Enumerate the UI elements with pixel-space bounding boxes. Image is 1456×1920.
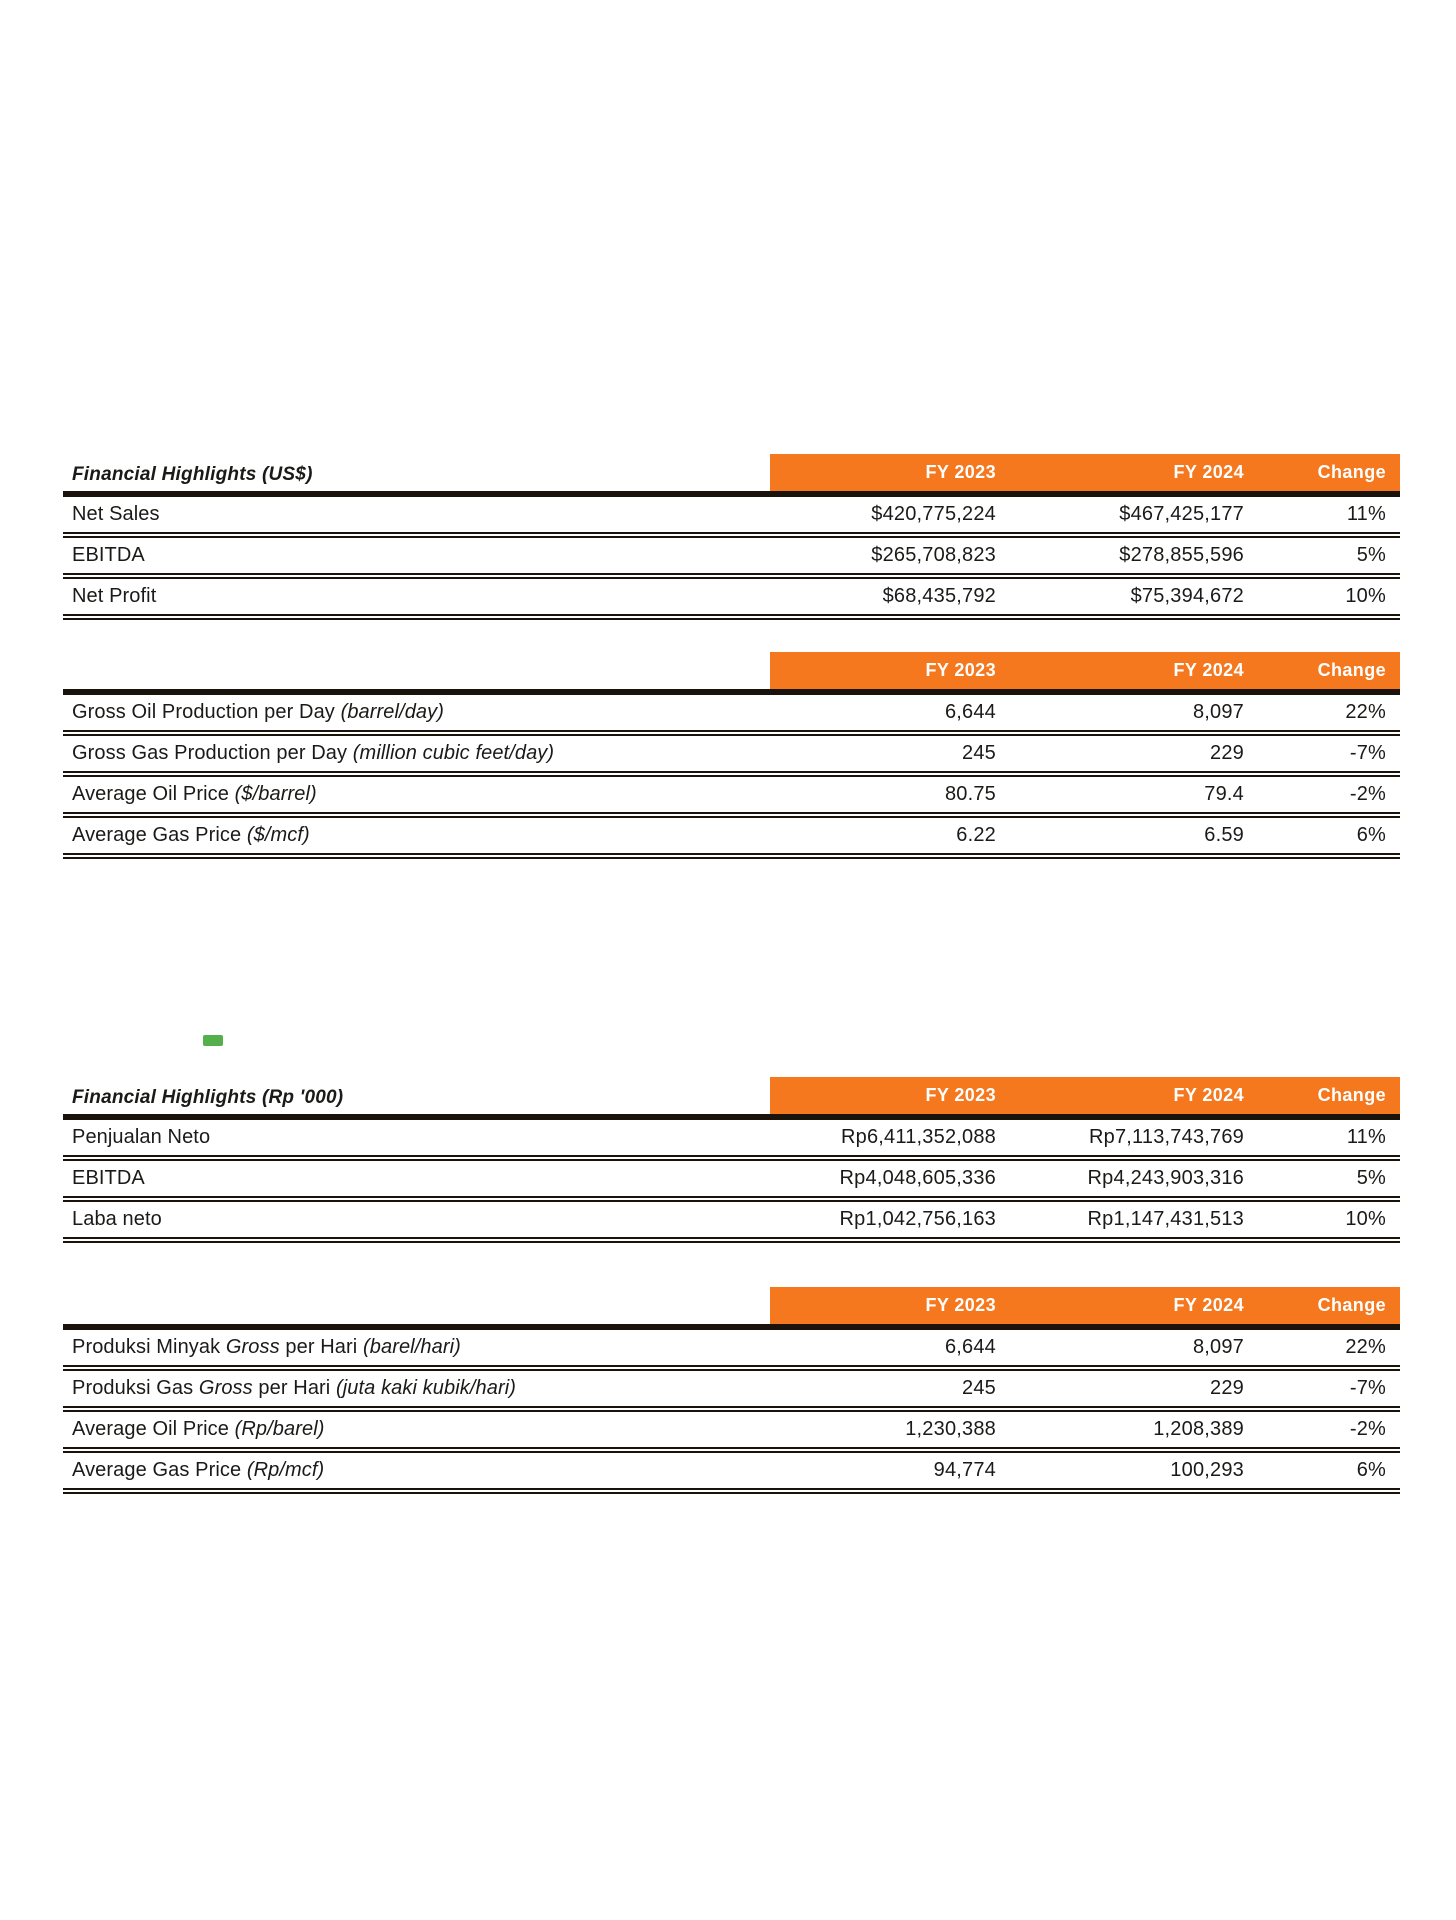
value-cell-change: 11% bbox=[1346, 1126, 1386, 1148]
table-row bbox=[63, 1120, 1400, 1161]
value-cell-fy2024: Rp1,147,431,513 bbox=[1087, 1208, 1244, 1230]
row-label-segment: per Hari bbox=[279, 1336, 363, 1358]
row-label bbox=[63, 1208, 770, 1231]
usd-operational-metrics-table bbox=[63, 652, 1400, 859]
column-header-change: Change bbox=[1258, 652, 1400, 689]
value-cell-fy2024: $75,394,672 bbox=[1130, 585, 1244, 607]
row-label-segment: EBITDA bbox=[72, 544, 145, 566]
row-label-segment: Net Sales bbox=[72, 503, 160, 525]
value-cell-fy2023: $68,435,792 bbox=[882, 585, 996, 607]
row-label bbox=[63, 824, 770, 847]
value-cell-change: -7% bbox=[1349, 1377, 1386, 1399]
table-title bbox=[63, 652, 770, 689]
row-label-segment: Average Oil Price bbox=[72, 783, 235, 805]
row-label-segment: Average Gas Price bbox=[72, 824, 247, 846]
value-cell-fy2023: 6,644 bbox=[944, 1336, 996, 1358]
row-label-segment: Penjualan Neto bbox=[72, 1126, 211, 1148]
value-cell-fy2024: 1,208,389 bbox=[1153, 1418, 1244, 1440]
value-cell-change: 11% bbox=[1346, 503, 1386, 525]
value-cell-change: -7% bbox=[1349, 742, 1386, 764]
value-cell-change: 5% bbox=[1356, 1167, 1386, 1189]
table-header bbox=[63, 1287, 1400, 1330]
value-cell-change: 6% bbox=[1356, 1459, 1386, 1481]
row-label-segment: Laba neto bbox=[72, 1208, 162, 1230]
row-label bbox=[63, 1418, 770, 1441]
column-header-fy2024: FY 2024 bbox=[1010, 1077, 1258, 1114]
value-cell-fy2023: Rp4,048,605,336 bbox=[839, 1167, 996, 1189]
table-row bbox=[63, 736, 1400, 777]
row-label bbox=[63, 1167, 770, 1190]
row-label bbox=[63, 1459, 770, 1482]
column-header-fy2023: FY 2023 bbox=[770, 1077, 1010, 1114]
column-header-fy2023: FY 2023 bbox=[770, 652, 1010, 689]
row-label-segment: (barrel/day) bbox=[340, 701, 445, 723]
value-cell-fy2023: $265,708,823 bbox=[871, 544, 996, 566]
usd-financial-highlights-table bbox=[63, 454, 1400, 620]
value-cell-fy2023: 6.22 bbox=[956, 824, 996, 846]
table-body bbox=[63, 1120, 1400, 1243]
value-cell-fy2024: 6.59 bbox=[1204, 824, 1244, 846]
row-label bbox=[63, 503, 770, 526]
value-cell-change: 22% bbox=[1345, 1336, 1386, 1358]
table-body bbox=[63, 1330, 1400, 1494]
row-label-segment: Average Oil Price bbox=[72, 1418, 235, 1440]
table-row bbox=[63, 497, 1400, 538]
table-row bbox=[63, 1202, 1400, 1243]
table-title: Financial Highlights (US$) bbox=[72, 464, 313, 485]
table-row bbox=[63, 1330, 1400, 1371]
value-cell-fy2023: 245 bbox=[962, 742, 996, 764]
row-label bbox=[63, 544, 770, 567]
row-label-segment: per Hari bbox=[252, 1377, 336, 1399]
column-header-fy2023: FY 2023 bbox=[770, 1287, 1010, 1324]
row-label-segment: (million cubic feet/day) bbox=[352, 742, 555, 764]
value-cell-fy2024: $467,425,177 bbox=[1119, 503, 1244, 525]
idr-operational-metrics-table bbox=[63, 1287, 1400, 1494]
column-header-fy2024: FY 2024 bbox=[1010, 1287, 1258, 1324]
value-cell-fy2024: $278,855,596 bbox=[1119, 544, 1244, 566]
row-label bbox=[63, 783, 770, 806]
row-label-segment: EBITDA bbox=[72, 1167, 145, 1189]
column-header-fy2023: FY 2023 bbox=[770, 454, 1010, 491]
row-label-segment: (Rp/barel) bbox=[234, 1418, 325, 1440]
column-header-change: Change bbox=[1258, 1077, 1400, 1114]
table-row bbox=[63, 538, 1400, 579]
row-label-segment: ($/barrel) bbox=[234, 783, 317, 805]
value-cell-fy2024: Rp7,113,743,769 bbox=[1089, 1126, 1244, 1148]
value-cell-change: -2% bbox=[1349, 1418, 1386, 1440]
idr-financial-highlights-table bbox=[63, 1077, 1400, 1243]
value-cell-change: 10% bbox=[1345, 585, 1386, 607]
row-label-segment: Gross bbox=[225, 1336, 280, 1358]
value-cell-fy2023: 6,644 bbox=[944, 701, 996, 723]
value-cell-fy2023: 245 bbox=[962, 1377, 996, 1399]
table-row bbox=[63, 1412, 1400, 1453]
row-label-segment: Average Gas Price bbox=[72, 1459, 247, 1481]
value-cell-change: 22% bbox=[1345, 701, 1386, 723]
value-cell-fy2024: 8,097 bbox=[1192, 1336, 1244, 1358]
value-cell-change: 10% bbox=[1345, 1208, 1386, 1230]
value-cell-fy2024: 229 bbox=[1210, 1377, 1244, 1399]
value-cell-fy2023: $420,775,224 bbox=[871, 503, 996, 525]
value-cell-change: 5% bbox=[1356, 544, 1386, 566]
row-label-segment: (juta kaki kubik/hari) bbox=[336, 1377, 517, 1399]
value-cell-fy2023: 94,774 bbox=[933, 1459, 996, 1481]
row-label bbox=[63, 1126, 770, 1149]
value-cell-fy2024: Rp4,243,903,316 bbox=[1087, 1167, 1244, 1189]
row-label-segment: (Rp/mcf) bbox=[246, 1459, 325, 1481]
value-cell-change: -2% bbox=[1349, 783, 1386, 805]
table-title: Financial Highlights (Rp '000) bbox=[72, 1087, 344, 1108]
row-label bbox=[63, 701, 770, 724]
table-row bbox=[63, 818, 1400, 859]
value-cell-fy2024: 79.4 bbox=[1204, 783, 1244, 805]
table-body bbox=[63, 695, 1400, 859]
column-header-fy2024: FY 2024 bbox=[1010, 652, 1258, 689]
table-row bbox=[63, 1453, 1400, 1494]
value-cell-fy2023: 80.75 bbox=[944, 783, 996, 805]
green-dash-marker bbox=[203, 1035, 223, 1046]
row-label-segment: Gross Oil Production per Day bbox=[72, 701, 341, 723]
value-cell-change: 6% bbox=[1356, 824, 1386, 846]
row-label-segment: (barel/hari) bbox=[362, 1336, 461, 1358]
table-row bbox=[63, 695, 1400, 736]
value-cell-fy2024: 229 bbox=[1210, 742, 1244, 764]
table-row bbox=[63, 579, 1400, 620]
column-header-fy2024: FY 2024 bbox=[1010, 454, 1258, 491]
row-label bbox=[63, 1377, 770, 1400]
table-body bbox=[63, 497, 1400, 620]
value-cell-fy2023: Rp6,411,352,088 bbox=[841, 1126, 996, 1148]
table-header bbox=[63, 652, 1400, 695]
row-label bbox=[63, 1336, 770, 1359]
table-header bbox=[63, 454, 1400, 497]
value-cell-fy2024: 8,097 bbox=[1192, 701, 1244, 723]
row-label-segment: Gross Gas Production per Day bbox=[72, 742, 353, 764]
table-row bbox=[63, 777, 1400, 818]
row-label bbox=[63, 742, 770, 765]
value-cell-fy2023: Rp1,042,756,163 bbox=[839, 1208, 996, 1230]
table-row bbox=[63, 1161, 1400, 1202]
column-header-change: Change bbox=[1258, 1287, 1400, 1324]
table-header bbox=[63, 1077, 1400, 1120]
column-header-change: Change bbox=[1258, 454, 1400, 491]
value-cell-fy2024: 100,293 bbox=[1170, 1459, 1244, 1481]
value-cell-fy2023: 1,230,388 bbox=[905, 1418, 996, 1440]
table-title bbox=[63, 1287, 770, 1324]
row-label-segment: Produksi Gas bbox=[72, 1377, 199, 1399]
row-label-segment: Net Profit bbox=[72, 585, 157, 607]
row-label bbox=[63, 585, 770, 608]
row-label-segment: Produksi Minyak bbox=[72, 1336, 226, 1358]
row-label-segment: Gross bbox=[198, 1377, 253, 1399]
row-label-segment: ($/mcf) bbox=[246, 824, 310, 846]
table-row bbox=[63, 1371, 1400, 1412]
